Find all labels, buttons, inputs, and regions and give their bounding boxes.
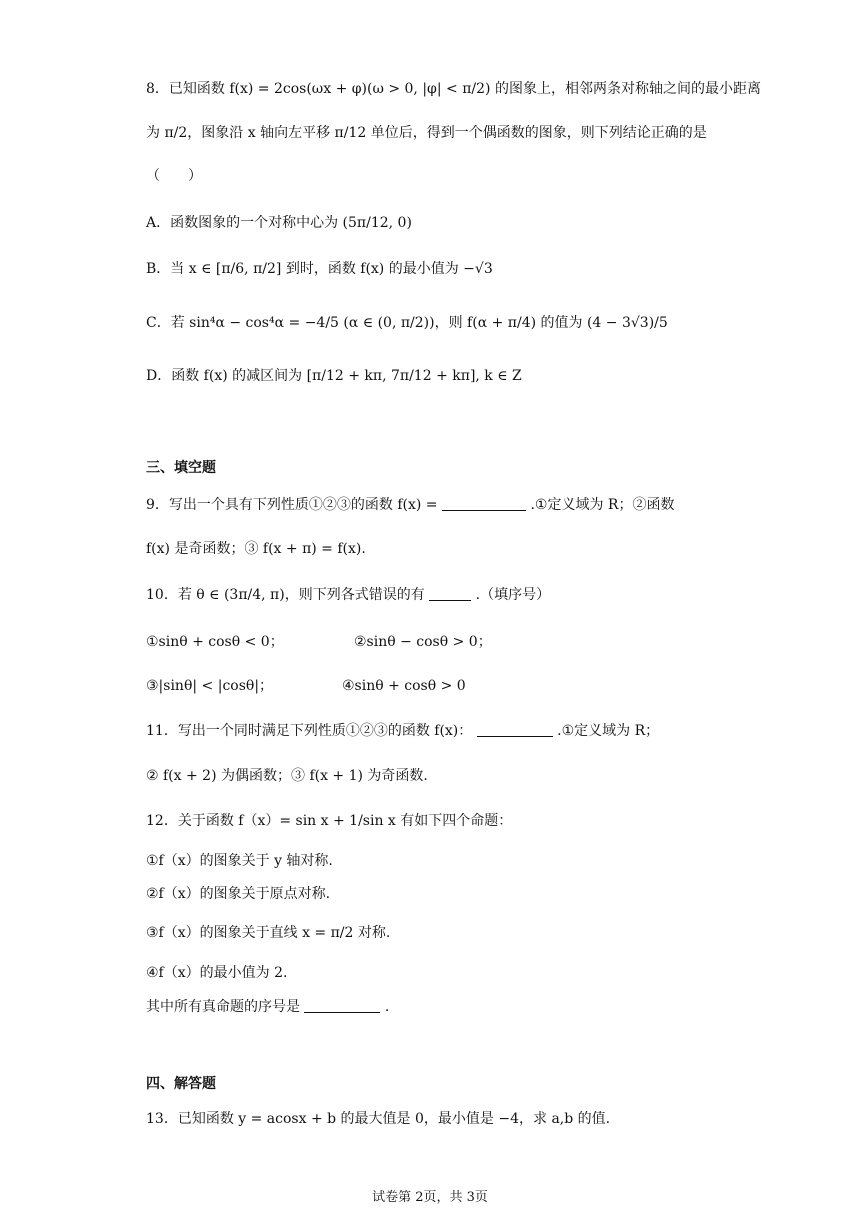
q12-proposition-2: ②f（x）的图象关于原点对称. bbox=[146, 886, 331, 902]
q8-option-a: A．函数图象的一个对称中心为 (5π/12, 0) bbox=[146, 215, 412, 231]
q13-line1: 13．已知函数 y = acosx + b 的最大值是 0，最小值是 −4，求 a,b 的值. bbox=[146, 1111, 611, 1127]
q12-last-line bbox=[146, 998, 389, 1016]
q10-text-a: 10．若 θ ∈ (3π/4, π)，则下列各式错误的有 bbox=[146, 587, 425, 603]
q10-text-b: .（填序号） bbox=[475, 587, 551, 603]
q9-line1 bbox=[146, 496, 674, 514]
q12-text-a: 其中所有真命题的序号是 bbox=[146, 999, 300, 1015]
q9-text-b: .①定义域为 R；②函数 bbox=[530, 497, 675, 513]
q8-option-d: D．函数 f(x) 的减区间为 [π/12 + kπ, 7π/12 + kπ], k ∈ Z bbox=[146, 368, 522, 384]
q8-answer-parens: （ ） bbox=[146, 168, 202, 184]
q10-line1 bbox=[146, 586, 550, 604]
q11-answer-blank[interactable] bbox=[477, 736, 553, 737]
q12-line1: 12．关于函数 f（x）= sin x + 1/sin x 有如下四个命题： bbox=[146, 813, 513, 829]
q8-option-b: B．当 x ∈ [π/6, π/2] 到时，函数 f(x) 的最小值为 −√3 bbox=[146, 261, 493, 277]
q9-line2: f(x) 是奇函数；③ f(x + π) = f(x). bbox=[146, 541, 366, 557]
page-footer: 试卷第 2页，共 3页 bbox=[372, 1190, 488, 1205]
q9-text-a: 9．写出一个具有下列性质①②③的函数 f(x) = bbox=[146, 497, 438, 513]
section-heading-answer: 四、解答题 bbox=[146, 1076, 216, 1092]
q9-answer-blank[interactable] bbox=[442, 510, 526, 511]
section-heading-fill-in: 三、填空题 bbox=[146, 460, 216, 476]
q12-answer-blank[interactable] bbox=[304, 1012, 380, 1013]
q10-item-4: ④sinθ + cosθ > 0 bbox=[342, 678, 466, 694]
q10-item-2: ②sinθ − cosθ > 0； bbox=[354, 634, 492, 650]
q10-answer-blank[interactable] bbox=[429, 600, 471, 601]
q10-item-1: ①sinθ + cosθ < 0； bbox=[146, 634, 284, 650]
q12-text-b: . bbox=[384, 999, 390, 1015]
q10-item-3: ③|sinθ| < |cosθ|； bbox=[146, 678, 274, 694]
q11-text-a: 11．写出一个同时满足下列性质①②③的函数 f(x)： bbox=[146, 723, 473, 739]
q11-line1 bbox=[146, 722, 659, 740]
q12-proposition-4: ④f（x）的最小值为 2. bbox=[146, 965, 288, 981]
q11-line2: ② f(x + 2) 为偶函数；③ f(x + 1) 为奇函数. bbox=[146, 768, 428, 784]
q11-text-b: .①定义域为 R； bbox=[557, 723, 660, 739]
q8-option-c: C．若 sin⁴α − cos⁴α = −4/5 (α ∈ (0, π/2))，则 f(α + π/4) 的值为 (4 − 3√3)/5 bbox=[146, 315, 668, 331]
q12-proposition-1: ①f（x）的图象关于 y 轴对称. bbox=[146, 853, 333, 869]
q8-line2: 为 π/2，图象沿 x 轴向左平移 π/12 单位后，得到一个偶函数的图象，则下列结论正确的是 bbox=[146, 125, 707, 141]
q12-proposition-3: ③f（x）的图象关于直线 x = π/2 对称. bbox=[146, 925, 391, 941]
q8-line1: 8．已知函数 f(x) = 2cos(ωx + φ)(ω > 0, |φ| < π/2) 的图象上，相邻两条对称轴之间的最小距离 bbox=[146, 81, 761, 97]
